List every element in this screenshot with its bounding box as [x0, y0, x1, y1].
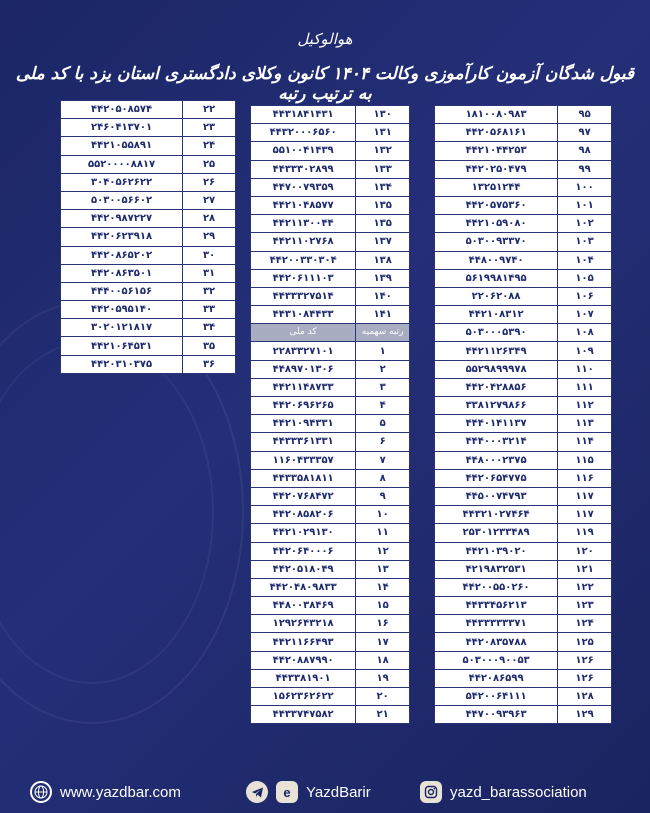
- rank-cell: ۳۶: [183, 355, 236, 373]
- national-code-cell: ۴۴۲۰۵۹۵۱۴۰: [61, 301, 183, 319]
- footer: [0, 778, 650, 808]
- rank-cell: ۱۱۵: [558, 451, 612, 469]
- national-code-cell: ۴۴۴۰۰۵۶۱۵۶: [61, 282, 183, 300]
- rank-cell: ۱۳۸: [356, 251, 410, 269]
- national-code-cell: ۴۴۳۲۰۰۰۶۵۶۰: [251, 124, 356, 142]
- footer-messenger[interactable]: [246, 778, 371, 806]
- table-body-right: [435, 106, 612, 724]
- rank-cell: ۲۷: [183, 191, 236, 209]
- rank-cell: ۱۳۲: [356, 142, 410, 160]
- table-row: [251, 542, 410, 560]
- national-code-cell: ۴۴۲۰۸۶۵۹۹: [435, 669, 558, 687]
- national-code-cell: ۴۴۲۰۸۵۸۲۰۶: [251, 506, 356, 524]
- national-code-cell: ۴۴۲۰۳۱۰۳۷۵: [61, 355, 183, 373]
- table-row: [61, 282, 236, 300]
- rank-cell: ۱۵: [356, 597, 410, 615]
- instagram-icon: [420, 781, 442, 803]
- table-row: [61, 246, 236, 264]
- national-code-cell: ۴۴۲۱۱۲۶۳۴۹: [435, 342, 558, 360]
- table-row: [251, 451, 410, 469]
- table-row: [61, 173, 236, 191]
- national-code-cell: ۴۴۲۰۰۵۵۰۲۶۰: [435, 578, 558, 596]
- national-code-cell: ۴۴۲۰۶۴۰۰۰۶: [251, 542, 356, 560]
- rank-cell: ۱۲۹: [558, 706, 612, 724]
- basmala: هوالوکیل: [297, 30, 353, 48]
- footer-website[interactable]: [30, 778, 181, 806]
- national-code-cell: ۵۵۲۰۰۰۰۸۸۱۷: [61, 155, 183, 173]
- rank-cell: ۱۱۴: [558, 433, 612, 451]
- national-code-cell: ۴۴۴۰۱۴۱۱۳۷: [435, 415, 558, 433]
- table-row: [251, 615, 410, 633]
- rank-cell: ۱۲۸: [558, 688, 612, 706]
- national-code-cell: ۴۴۳۳۴۵۶۲۱۳: [435, 597, 558, 615]
- rank-cell: ۱۲۳: [558, 597, 612, 615]
- table-row: [61, 355, 236, 373]
- table-row: [251, 524, 410, 542]
- national-code-cell: ۴۴۳۳۳۶۱۳۳۱: [251, 433, 356, 451]
- rank-cell: ۱۲: [356, 542, 410, 560]
- rank-cell: ۱۳۳: [356, 160, 410, 178]
- table-row: [251, 178, 410, 196]
- national-code-cell: ۴۴۸۰۰۰۲۳۷۵: [435, 451, 558, 469]
- table-row: [435, 615, 612, 633]
- national-code-cell: ۴۴۳۳۸۱۹۰۱: [251, 669, 356, 687]
- table-row: [435, 251, 612, 269]
- table-row: [435, 415, 612, 433]
- rank-cell: ۱۳۰: [356, 106, 410, 124]
- table-row: [435, 124, 612, 142]
- table-row: [251, 378, 410, 396]
- table-row: [251, 688, 410, 706]
- table-row: [435, 524, 612, 542]
- table-row: [435, 233, 612, 251]
- national-code-cell: ۱۵۶۲۳۶۲۶۲۲: [251, 688, 356, 706]
- rank-cell: ۱۰۵: [558, 269, 612, 287]
- rank-cell: ۳۴: [183, 319, 236, 337]
- table-row: [251, 342, 410, 360]
- rank-cell: ۱۱۷: [558, 487, 612, 505]
- rank-cell: ۳۳: [183, 301, 236, 319]
- rank-cell: ۳۲: [183, 282, 236, 300]
- table-row: [435, 597, 612, 615]
- national-code-cell: ۴۴۲۱۰۸۳۱۲: [435, 306, 558, 324]
- table-row: [435, 106, 612, 124]
- national-code-cell: ۴۴۲۱۰۵۹۰۸۰: [435, 215, 558, 233]
- rank-cell: ۳۵: [183, 337, 236, 355]
- rank-cell: ۱۰۴: [558, 251, 612, 269]
- table-row: [251, 106, 410, 124]
- rank-cell: ۳۱: [183, 264, 236, 282]
- instagram-handle[interactable]: yazd_barassociation: [450, 783, 587, 801]
- rank-cell: ۱۰۷: [558, 306, 612, 324]
- national-code-cell: ۴۴۲۰۰۳۳۰۳۰۴: [251, 251, 356, 269]
- rank-cell: ۱۱۷: [558, 506, 612, 524]
- national-code-cell: ۴۴۲۰۴۸۰۹۸۳۳: [251, 578, 356, 596]
- national-code-cell: ۵۴۲۰۰۶۴۱۱۱: [435, 688, 558, 706]
- national-code-cell: ۵۵۲۹۸۹۹۹۷۸: [435, 360, 558, 378]
- table-row: [435, 324, 612, 342]
- rank-cell: ۱۰۹: [558, 342, 612, 360]
- rank-cell: ۱۶: [356, 615, 410, 633]
- rank-cell: ۱۳۷: [356, 233, 410, 251]
- table-row: [61, 119, 236, 137]
- national-code-cell: ۲۲۰۶۲۰۸۸: [435, 287, 558, 305]
- table-row: [435, 506, 612, 524]
- national-code-cell: ۲۴۶۰۴۱۳۷۰۱: [61, 119, 183, 137]
- page-title: قبول شدگان آزمون کارآموزی وکالت ۱۴۰۴ کانون وکلای دادگستری استان یزد با کد ملی به ترتیب رتبه: [15, 64, 635, 104]
- rank-cell: ۳۰: [183, 246, 236, 264]
- results-table-middle: [250, 105, 410, 724]
- national-code-cell: ۴۴۲۱۱۰۲۷۶۸: [251, 233, 356, 251]
- national-code-cell: ۱۲۹۲۶۴۳۲۱۸: [251, 615, 356, 633]
- rank-cell: ۱۲۱: [558, 560, 612, 578]
- rank-cell: ۱۰۳: [558, 233, 612, 251]
- rank-cell: ۱۳: [356, 560, 410, 578]
- national-code-cell: ۱۸۱۰۰۸۰۹۸۳: [435, 106, 558, 124]
- telegram-icon: [246, 781, 268, 803]
- national-code-cell: ۴۴۴۰۰۰۳۲۱۴: [435, 433, 558, 451]
- national-code-cell: ۱۳۲۵۱۲۴۴: [435, 178, 558, 196]
- table-row: [251, 597, 410, 615]
- table-row: [251, 578, 410, 596]
- table-row: [61, 210, 236, 228]
- eitaa-icon: e: [276, 781, 298, 803]
- rank-cell: ۱۳۹: [356, 269, 410, 287]
- rank-cell: ۱۲۶: [558, 669, 612, 687]
- table-row: [251, 669, 410, 687]
- national-code-cell: ۴۴۲۱۰۴۸۵۷۷: [251, 196, 356, 214]
- rank-cell: ۱۴: [356, 578, 410, 596]
- table-row: [435, 487, 612, 505]
- rank-cell: ۱۰۸: [558, 324, 612, 342]
- rank-cell: ۱۱۱: [558, 378, 612, 396]
- table-row: [435, 287, 612, 305]
- table-row: [435, 560, 612, 578]
- footer-instagram[interactable]: [420, 778, 587, 806]
- rank-cell: ۲۰: [356, 688, 410, 706]
- rank-cell: ۱۰۱: [558, 196, 612, 214]
- rank-cell: ۱۰: [356, 506, 410, 524]
- national-code-cell: ۴۴۳۱۸۴۱۴۳۱: [251, 106, 356, 124]
- table-row: [251, 415, 410, 433]
- rank-cell: ۱۸: [356, 651, 410, 669]
- table-row: [61, 191, 236, 209]
- rank-cell: ۱۲۶: [558, 651, 612, 669]
- table-header-row: [251, 324, 410, 342]
- table-row: [435, 178, 612, 196]
- results-table-left: [60, 100, 236, 374]
- national-code-cell: ۵۰۳۰۰۰۹۰۰۵۳: [435, 651, 558, 669]
- table-row: [435, 142, 612, 160]
- national-code-cell: ۴۴۳۳۳۲۷۵۱۴: [251, 287, 356, 305]
- rank-cell: ۹۵: [558, 106, 612, 124]
- rank-cell: ۹: [356, 487, 410, 505]
- rank-cell: ۱: [356, 342, 410, 360]
- messenger-handle[interactable]: YazdBarir: [306, 783, 371, 801]
- table-row: [435, 706, 612, 724]
- table-row: [251, 487, 410, 505]
- national-code-cell: ۴۴۲۰۵۰۸۵۷۴: [61, 101, 183, 119]
- rank-cell: ۸: [356, 469, 410, 487]
- national-code-cell: ۴۴۲۰۸۸۷۹۹۰: [251, 651, 356, 669]
- national-code-cell: ۳۳۸۱۲۷۹۸۶۶: [435, 397, 558, 415]
- table-row: [251, 397, 410, 415]
- rank-cell: ۱۳۱: [356, 124, 410, 142]
- table-row: [61, 155, 236, 173]
- table-row: [435, 542, 612, 560]
- national-code-cell: ۴۴۲۰۶۱۱۱۰۳: [251, 269, 356, 287]
- rank-cell: ۷: [356, 451, 410, 469]
- table-row: [251, 651, 410, 669]
- rank-cell: ۹۷: [558, 124, 612, 142]
- national-code-cell: ۴۴۲۱۰۹۴۳۳۱: [251, 415, 356, 433]
- national-code-cell: ۳۰۲۰۱۲۱۸۱۷: [61, 319, 183, 337]
- website-link[interactable]: www.yazdbar.com: [60, 783, 181, 801]
- national-code-cell: ۴۴۷۰۰۷۹۳۵۹: [251, 178, 356, 196]
- rank-cell: ۱۰۰: [558, 178, 612, 196]
- table-row: [435, 269, 612, 287]
- rank-cell: ۱۲۴: [558, 615, 612, 633]
- table-row: [435, 451, 612, 469]
- national-code-cell: ۴۴۳۱۰۸۴۴۳۳: [251, 306, 356, 324]
- table-row: [61, 301, 236, 319]
- table-row: [61, 264, 236, 282]
- national-code-cell: ۵۶۱۹۹۸۱۴۹۵: [435, 269, 558, 287]
- rank-cell: ۱۰۶: [558, 287, 612, 305]
- rank-cell: ۲۵: [183, 155, 236, 173]
- table-row: [251, 633, 410, 651]
- rank-cell: ۱۲۵: [558, 633, 612, 651]
- national-code-cell: ۴۴۳۳۳۰۲۸۹۹: [251, 160, 356, 178]
- rank-cell: ۲۹: [183, 228, 236, 246]
- rank-cell: ۱۲۲: [558, 578, 612, 596]
- header-rank: رتبه سهمیه: [356, 324, 410, 342]
- national-code-cell: ۲۵۳۰۱۲۳۳۴۸۹: [435, 524, 558, 542]
- rank-cell: ۱۲۰: [558, 542, 612, 560]
- national-code-cell: ۴۴۳۳۷۴۷۵۸۲: [251, 706, 356, 724]
- table-row: [435, 578, 612, 596]
- table-row: [251, 306, 410, 324]
- table-row: [251, 124, 410, 142]
- rank-cell: ۲۲: [183, 101, 236, 119]
- national-code-cell: ۴۴۲۰۴۲۸۸۵۶: [435, 378, 558, 396]
- national-code-cell: ۲۲۸۳۳۲۷۱۰۱: [251, 342, 356, 360]
- national-code-cell: ۴۴۲۱۰۴۴۲۵۳: [435, 142, 558, 160]
- rank-cell: ۴: [356, 397, 410, 415]
- rank-cell: ۹۸: [558, 142, 612, 160]
- national-code-cell: ۴۴۷۰۰۹۳۹۶۳: [435, 706, 558, 724]
- table-row: [435, 433, 612, 451]
- table-row: [435, 160, 612, 178]
- national-code-cell: ۴۴۲۰۷۶۸۴۷۲: [251, 487, 356, 505]
- national-code-cell: ۱۱۶۰۴۳۳۳۵۷: [251, 451, 356, 469]
- table-row: [435, 360, 612, 378]
- national-code-cell: ۴۴۲۰۸۶۵۲۰۲: [61, 246, 183, 264]
- table-row: [251, 142, 410, 160]
- national-code-cell: ۵۰۳۰۰۵۶۶۰۲: [61, 191, 183, 209]
- national-code-cell: ۴۴۳۳۵۸۱۸۱۱: [251, 469, 356, 487]
- table-row: [61, 337, 236, 355]
- national-code-cell: ۴۴۸۹۷۰۱۳۰۶: [251, 360, 356, 378]
- national-code-cell: ۴۴۲۱۱۶۶۴۹۳: [251, 633, 356, 651]
- rank-cell: ۱۳۵: [356, 215, 410, 233]
- table-row: [251, 196, 410, 214]
- national-code-cell: ۴۴۲۰۹۸۷۲۲۷: [61, 210, 183, 228]
- table-row: [61, 228, 236, 246]
- national-code-cell: ۳۰۴۰۵۶۲۶۲۲: [61, 173, 183, 191]
- table-body-left: [61, 101, 236, 374]
- rank-cell: ۳: [356, 378, 410, 396]
- table-row: [251, 469, 410, 487]
- national-code-cell: ۴۴۲۰۲۵۰۴۷۹: [435, 160, 558, 178]
- rank-cell: ۲۴: [183, 137, 236, 155]
- table-row: [435, 306, 612, 324]
- rank-cell: ۲۶: [183, 173, 236, 191]
- table-row: [251, 433, 410, 451]
- rank-cell: ۲۳: [183, 119, 236, 137]
- national-code-cell: ۴۴۲۰۶۹۶۲۶۵: [251, 397, 356, 415]
- table-row: [251, 269, 410, 287]
- national-code-cell: ۴۴۵۰۰۷۴۷۹۳: [435, 487, 558, 505]
- national-code-cell: ۴۴۲۰۶۲۳۹۱۸: [61, 228, 183, 246]
- header-national-code: کد ملی: [251, 324, 356, 342]
- national-code-cell: ۴۴۳۳۳۳۳۳۷۱: [435, 615, 558, 633]
- table-row: [435, 196, 612, 214]
- rank-cell: ۱۴۰: [356, 287, 410, 305]
- national-code-cell: ۴۴۲۱۰۳۹۰۲۰: [435, 542, 558, 560]
- rank-cell: ۱۴۱: [356, 306, 410, 324]
- national-code-cell: ۴۴۸۰۰۹۷۴۰: [435, 251, 558, 269]
- table-row: [435, 342, 612, 360]
- table-row: [435, 215, 612, 233]
- table-row: [435, 651, 612, 669]
- table-row: [251, 360, 410, 378]
- table-row: [61, 137, 236, 155]
- rank-cell: ۱۹: [356, 669, 410, 687]
- rank-cell: ۲: [356, 360, 410, 378]
- national-code-cell: ۴۴۲۰۵۶۸۱۶۱: [435, 124, 558, 142]
- table-row: [251, 233, 410, 251]
- table-row: [251, 160, 410, 178]
- table-body-middle-header: [251, 324, 410, 342]
- rank-cell: ۱۷: [356, 633, 410, 651]
- national-code-cell: ۴۴۲۱۰۲۹۱۳۰: [251, 524, 356, 542]
- table-row: [251, 506, 410, 524]
- table-row: [251, 560, 410, 578]
- national-code-cell: ۴۴۸۰۰۳۸۴۶۹: [251, 597, 356, 615]
- table-row: [251, 215, 410, 233]
- globe-icon: [30, 781, 52, 803]
- table-row: [251, 251, 410, 269]
- table-row: [251, 706, 410, 724]
- rank-cell: ۱۳۴: [356, 178, 410, 196]
- rank-cell: ۱۱۶: [558, 469, 612, 487]
- national-code-cell: ۴۴۲۰۵۷۵۳۶۰: [435, 196, 558, 214]
- national-code-cell: ۴۴۲۰۸۶۳۵۰۱: [61, 264, 183, 282]
- rank-cell: ۱۳۵: [356, 196, 410, 214]
- results-table-right: [434, 105, 612, 724]
- table-row: [435, 469, 612, 487]
- national-code-cell: ۴۴۳۲۱۰۲۷۴۶۴: [435, 506, 558, 524]
- table-body-middle-top: [251, 106, 410, 324]
- table-row: [435, 378, 612, 396]
- rank-cell: ۱۱۰: [558, 360, 612, 378]
- rank-cell: ۲۱: [356, 706, 410, 724]
- rank-cell: ۱۱۳: [558, 415, 612, 433]
- national-code-cell: ۴۴۲۰۸۳۵۷۸۸: [435, 633, 558, 651]
- rank-cell: ۵: [356, 415, 410, 433]
- national-code-cell: ۴۲۱۹۸۳۲۵۳۱: [435, 560, 558, 578]
- national-code-cell: ۴۴۲۱۱۳۰۰۴۴: [251, 215, 356, 233]
- table-row: [435, 633, 612, 651]
- rank-cell: ۱۰۲: [558, 215, 612, 233]
- rank-cell: ۱۱: [356, 524, 410, 542]
- rank-cell: ۱۱۹: [558, 524, 612, 542]
- national-code-cell: ۴۴۲۱۰۵۵۸۹۱: [61, 137, 183, 155]
- table-body-middle-bottom: [251, 342, 410, 724]
- national-code-cell: ۵۰۳۰۰۹۳۳۷۰: [435, 233, 558, 251]
- national-code-cell: ۴۴۲۰۵۱۸۰۴۹: [251, 560, 356, 578]
- national-code-cell: ۵۵۱۰۰۴۱۴۳۹: [251, 142, 356, 160]
- table-row: [435, 397, 612, 415]
- rank-cell: ۹۹: [558, 160, 612, 178]
- rank-cell: ۲۸: [183, 210, 236, 228]
- national-code-cell: ۴۴۲۱۱۴۸۷۳۳: [251, 378, 356, 396]
- national-code-cell: ۴۴۲۰۶۵۴۷۷۵: [435, 469, 558, 487]
- national-code-cell: ۴۴۲۱۰۶۴۵۳۱: [61, 337, 183, 355]
- table-row: [251, 287, 410, 305]
- rank-cell: ۱۱۲: [558, 397, 612, 415]
- table-row: [61, 101, 236, 119]
- table-row: [61, 319, 236, 337]
- national-code-cell: ۵۰۳۰۰۰۵۳۹۰: [435, 324, 558, 342]
- table-row: [435, 688, 612, 706]
- table-row: [435, 669, 612, 687]
- rank-cell: ۶: [356, 433, 410, 451]
